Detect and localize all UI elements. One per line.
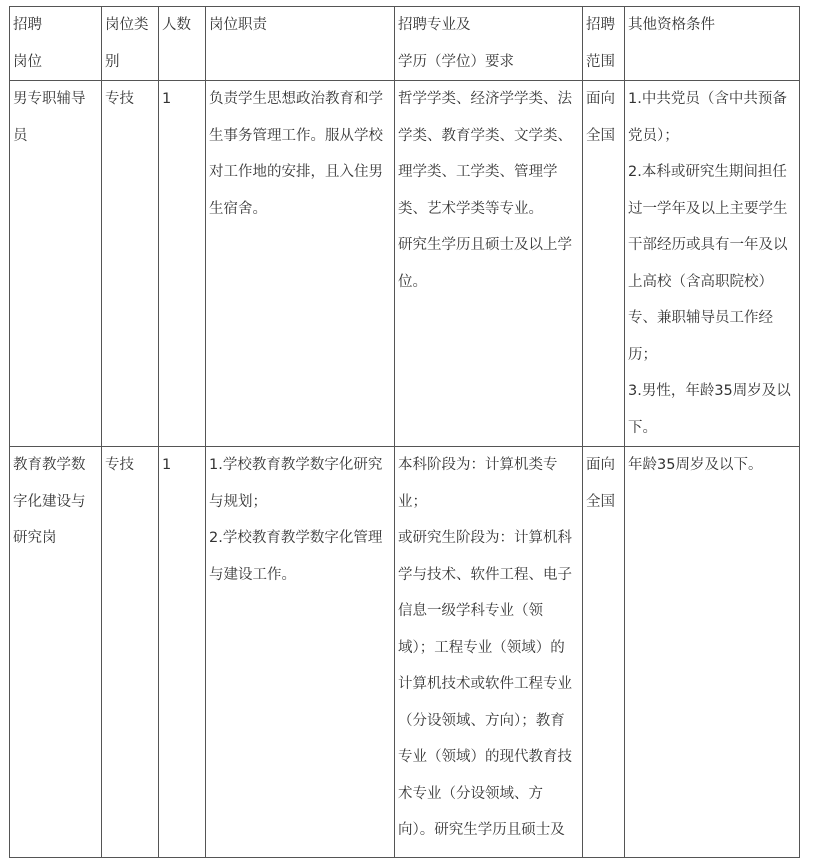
table-row	[10, 81, 800, 447]
header-other: 其他资格条件	[625, 7, 800, 81]
cell-count: 1	[159, 447, 206, 858]
cell-position: 男专职辅导员	[10, 81, 102, 447]
cell-requirements	[395, 81, 583, 447]
condition-line: 3.男性，年龄35周岁及以下。	[628, 383, 791, 436]
recruitment-table	[9, 6, 800, 858]
table-row	[10, 447, 800, 858]
cell-duties: 负责学生思想政治教育和学生事务管理工作。服从学校对工作地的安排，且入住男生宿舍。	[206, 81, 395, 447]
requirement-line: 研究生学历且硕士及以上学位。	[398, 237, 572, 290]
header-count: 人数	[159, 7, 206, 81]
header-duties: 岗位职责	[206, 7, 395, 81]
cell-scope: 面向全国	[583, 447, 625, 858]
cell-position: 教育教学数字化建设与研究岗	[10, 447, 102, 858]
table-header-row	[10, 7, 800, 81]
cell-duties	[206, 447, 395, 858]
cell-count: 1	[159, 81, 206, 447]
cell-category: 专技	[102, 81, 159, 447]
requirement-line: 本科阶段为：计算机类专业；	[398, 457, 558, 510]
header-scope: 招聘 范围	[583, 7, 625, 81]
cell-requirements	[395, 447, 583, 858]
cell-other	[625, 81, 800, 447]
duty-line: 2.学校教育教学数字化管理与建设工作。	[209, 530, 383, 583]
header-requirements: 招聘专业及 学历（学位）要求	[395, 7, 583, 81]
duty-line: 1.学校教育教学数字化研究与规划；	[209, 457, 383, 510]
requirement-line: 哲学学类、经济学学类、法学类、教育学类、文学类、理学类、工学类、管理学类、艺术学类等专业。	[398, 91, 572, 217]
header-position: 招聘 岗位	[10, 7, 102, 81]
condition-line: 1.中共党员（含中共预备党员）；	[628, 91, 787, 144]
condition-line: 2.本科或研究生期间担任过一学年及以上主要学生干部经历或具有一年及以上高校（含高职院校）专、兼职辅导员工作经历；	[628, 164, 788, 363]
header-category: 岗位类 别	[102, 7, 159, 81]
cell-category: 专技	[102, 447, 159, 858]
cell-other: 年龄35周岁及以下。	[625, 447, 800, 858]
requirement-line: 或研究生阶段为：计算机科学与技术、软件工程、电子信息一级学科专业（领域）；工程专业（领域）的计算机技术或软件工程专业（分设领域、方向）；教育专业（领域）的现代教育技术专业（分设领域、方向）。研究生学历且硕士及	[398, 530, 572, 838]
cell-scope: 面向全国	[583, 81, 625, 447]
